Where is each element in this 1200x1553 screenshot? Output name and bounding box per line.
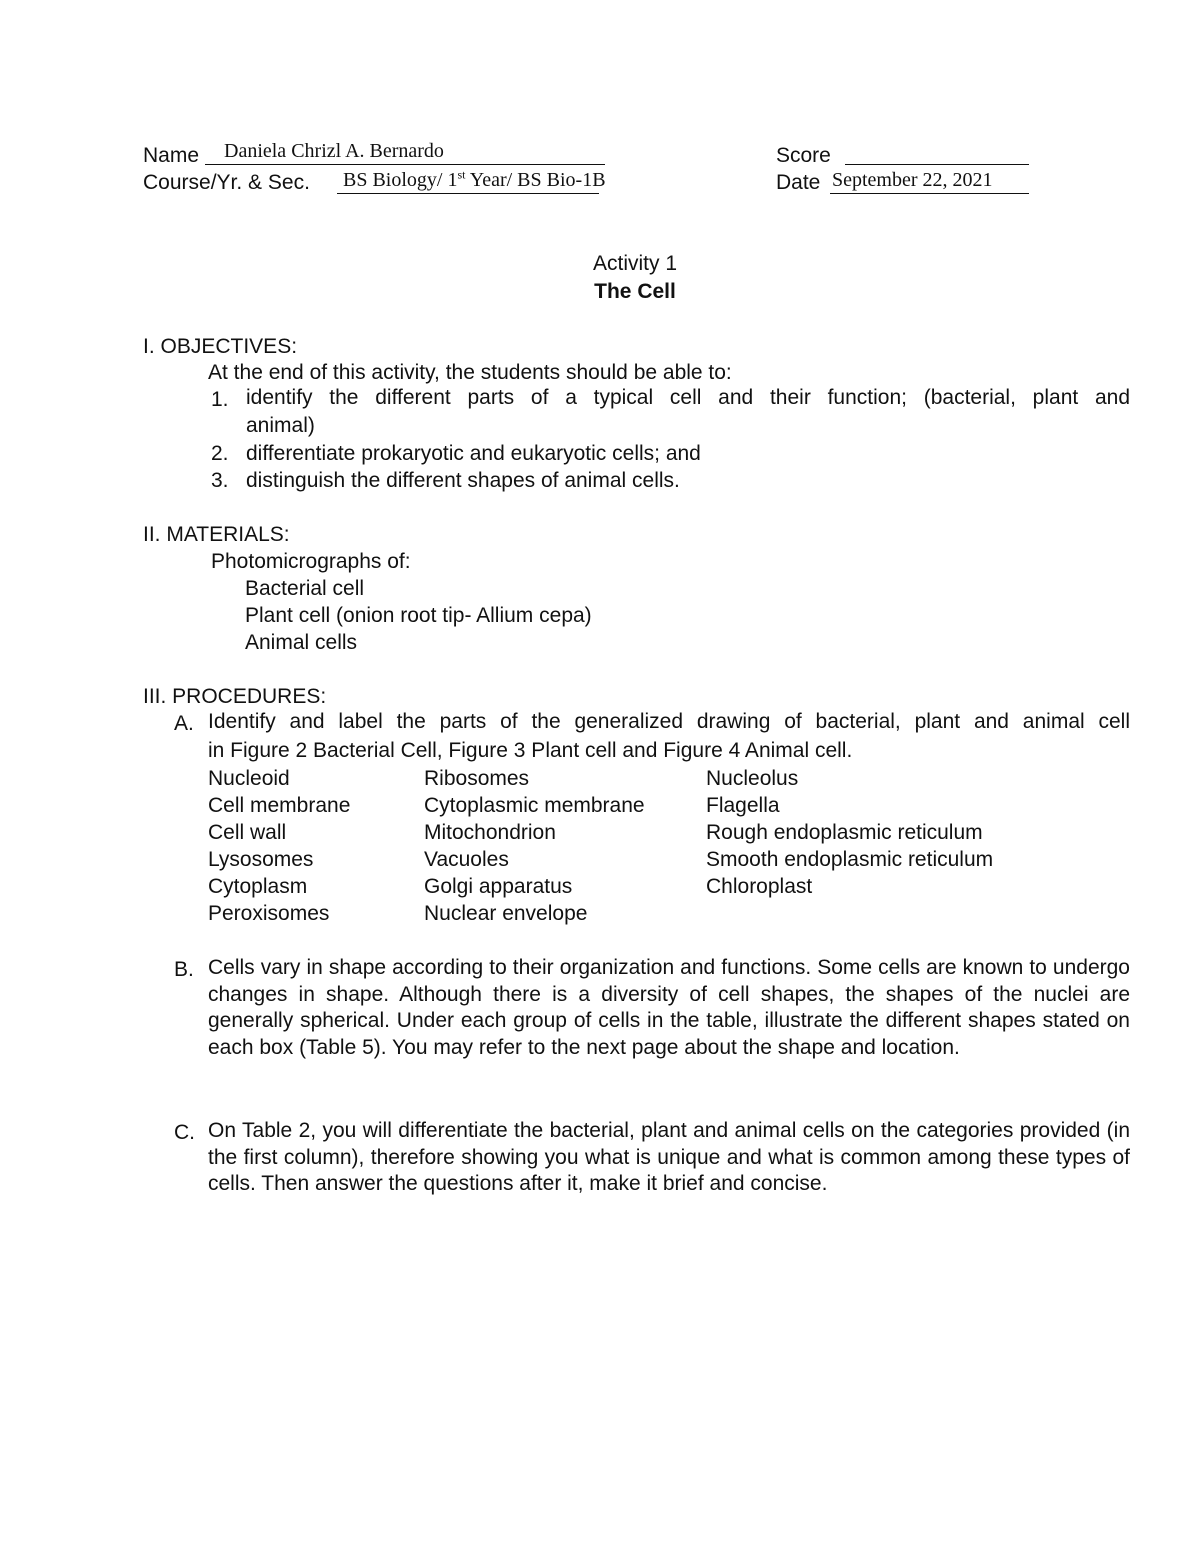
part-item: Cell wall <box>208 821 287 844</box>
date-value[interactable]: September 22, 2021 <box>832 169 993 191</box>
objectives-intro: At the end of this activity, the students should be able to: <box>208 361 732 384</box>
date-label: Date <box>776 171 821 194</box>
procedure-b-letter: B. <box>174 958 194 981</box>
objective-2-text: differentiate prokaryotic and eukaryotic cells; and <box>246 442 701 465</box>
course-value-superscript: st <box>457 167 466 182</box>
part-item: Mitochondrion <box>424 821 556 844</box>
part-item: Ribosomes <box>424 767 530 790</box>
parts-column-2 <box>424 765 645 927</box>
part-item: Vacuoles <box>424 848 509 871</box>
procedure-a-line2: in Figure 2 Bacterial Cell, Figure 3 Plant cell and Figure 4 Animal cell. <box>208 739 853 762</box>
course-value-part1: BS Biology/ 1 <box>343 169 458 191</box>
procedure-b-text: Cells vary in shape according to their organization and functions. Some cells are known to undergo changes in shape. Although there is a diversity of cell shapes, the shapes of the nuclei are generally spherical. Under each group of cells in the table, illustrate the different shapes stated on each box (Table 5). You may refer to the next page about the shape and location. <box>208 956 1130 1059</box>
objective-1-text-line2: animal) <box>246 414 315 437</box>
score-underline <box>845 164 1029 165</box>
course-label: Course/Yr. & Sec. <box>143 171 310 194</box>
procedures-heading: III. PROCEDURES: <box>143 685 327 708</box>
part-item: Nuclear envelope <box>424 902 588 925</box>
part-item: Rough endoplasmic reticulum <box>706 821 983 844</box>
part-item: Flagella <box>706 794 780 817</box>
date-underline <box>830 193 1029 194</box>
materials-intro: Photomicrographs of: <box>211 550 411 573</box>
name-value[interactable]: Daniela Chrizl A. Bernardo <box>224 140 444 162</box>
procedure-a-letter: A. <box>174 712 194 735</box>
objective-2-number: 2. <box>211 442 229 465</box>
name-underline <box>205 164 605 165</box>
part-item: Golgi apparatus <box>424 875 573 898</box>
materials-heading: II. MATERIALS: <box>143 523 290 546</box>
part-item: Cytoplasmic membrane <box>424 794 645 817</box>
material-item: Animal cells <box>245 631 358 654</box>
objective-1-text-line1: identify the different parts of a typical cell and their function; (bacterial, plant and <box>246 386 1130 409</box>
part-item: Cell membrane <box>208 794 351 817</box>
part-item: Nucleoid <box>208 767 290 790</box>
activity-title: The Cell <box>594 280 676 303</box>
objectives-heading: I. OBJECTIVES: <box>143 335 298 358</box>
material-item: Plant cell (onion root tip- Allium cepa) <box>245 604 592 627</box>
part-item: Peroxisomes <box>208 902 330 925</box>
course-value[interactable] <box>343 168 606 192</box>
part-item: Cytoplasm <box>208 875 308 898</box>
activity-number: Activity 1 <box>592 252 678 275</box>
objective-3-number: 3. <box>211 469 229 492</box>
procedure-a-line1: Identify and label the parts of the generalized drawing of bacterial, plant and animal cell <box>208 710 1130 733</box>
material-item: Bacterial cell <box>245 577 365 600</box>
parts-column-1 <box>208 765 350 927</box>
objective-3-text: distinguish the different shapes of animal cells. <box>246 469 680 492</box>
parts-column-3 <box>706 765 993 900</box>
part-item: Chloroplast <box>706 875 813 898</box>
part-item: Nucleolus <box>706 767 799 790</box>
score-label: Score <box>776 144 831 167</box>
objective-1-number: 1. <box>211 388 229 411</box>
name-label: Name <box>143 144 200 167</box>
procedure-c-letter: C. <box>174 1121 195 1144</box>
part-item: Smooth endoplasmic reticulum <box>706 848 994 871</box>
procedure-c-text: On Table 2, you will differentiate the bacterial, plant and animal cells on the categories provided (in the first column), therefore showing you what is unique and what is common among these types of cells. Then answer the questions after it, make it brief and concise. <box>208 1119 1130 1195</box>
course-underline <box>337 193 599 194</box>
course-value-part2: Year/ BS Bio-1B <box>465 169 606 191</box>
part-item: Lysosomes <box>208 848 314 871</box>
